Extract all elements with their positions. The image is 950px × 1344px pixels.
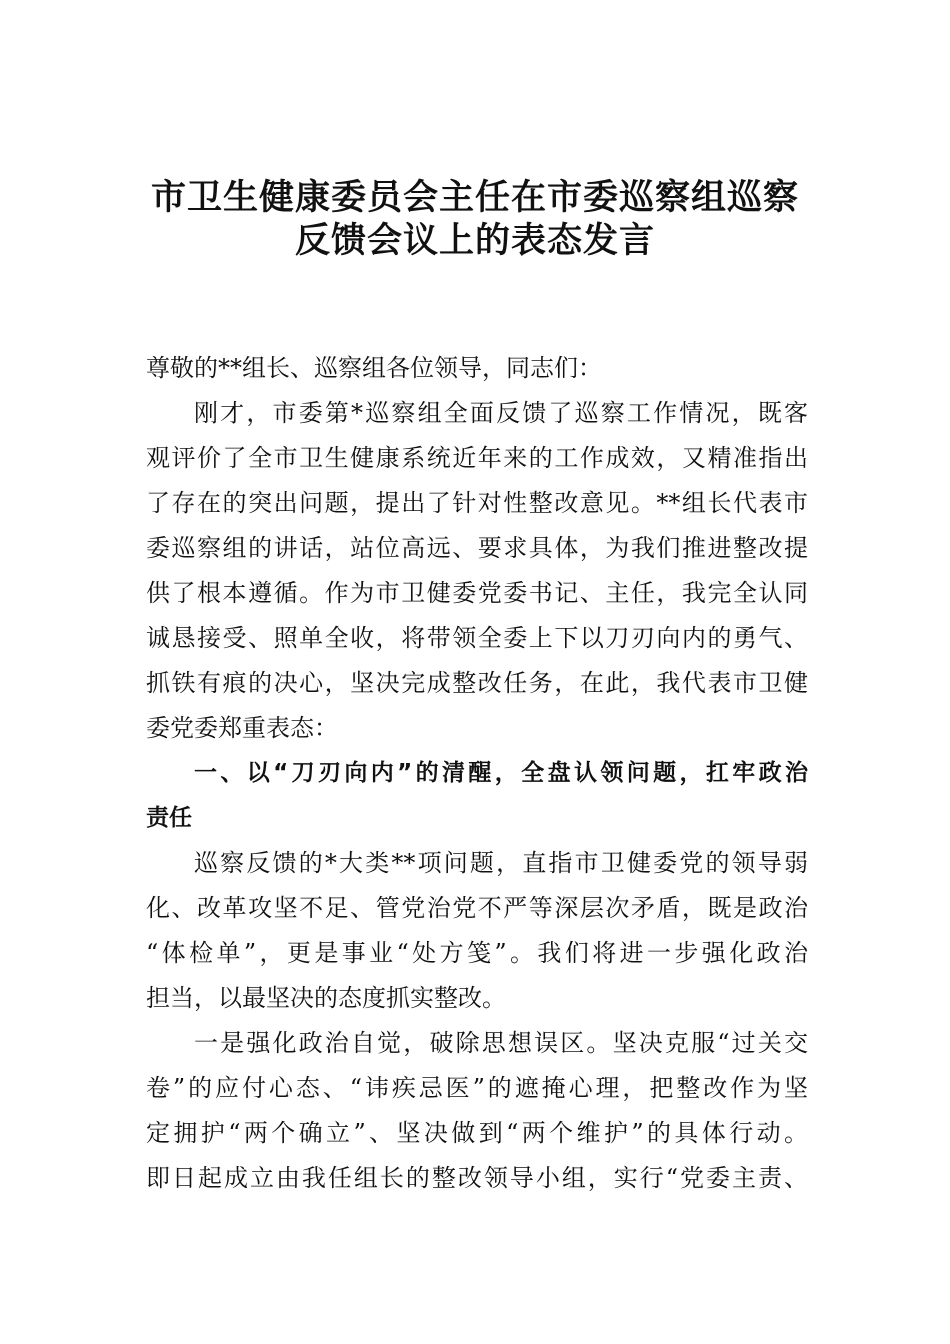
- body-line: 巡察反馈的*大类**项问题，直指市卫健委党的领导弱: [194, 849, 808, 877]
- body-line: 诚恳接受、照单全收，将带领全委上下以刀刃向内的勇气、: [146, 624, 808, 652]
- document-title-line-2: 反馈会议上的表态发言: [294, 220, 655, 261]
- body-line: 定拥护“两个确立”、坚决做到“两个维护”的具体行动。: [146, 1119, 808, 1147]
- body-line: 即日起成立由我任组长的整改领导小组，实行“党委主责、: [146, 1164, 808, 1192]
- body-line: 卷”的应付心态、“讳疾忌医”的遮掩心理，把整改作为坚: [146, 1074, 808, 1102]
- body-line: 一是强化政治自觉，破除思想误区。坚决克服“过关交: [194, 1029, 808, 1057]
- body-line: 供了根本遵循。作为市卫健委党委书记、主任，我完全认同: [146, 579, 808, 607]
- body-line: 委巡察组的讲话，站位高远、要求具体，为我们推进整改提: [146, 534, 808, 562]
- body-line: 了存在的突出问题，提出了针对性整改意见。**组长代表市: [146, 489, 808, 517]
- salutation: 尊敬的**组长、巡察组各位领导，同志们：: [146, 354, 602, 382]
- body-line: 担当，以最坚决的态度抓实整改。: [146, 984, 506, 1012]
- body-line: 化、改革攻坚不足、管党治党不严等深层次矛盾，既是政治: [146, 894, 808, 922]
- body-line: 委党委郑重表态：: [146, 714, 338, 742]
- body-line: 抓铁有痕的决心，坚决完成整改任务，在此，我代表市卫健: [146, 669, 808, 697]
- section-heading: 一、以“刀刃向内”的清醒，全盘认领问题，扛牢政治: [194, 760, 808, 786]
- document-title-line-1: 市卫生健康委员会主任在市委巡察组巡察: [150, 177, 799, 218]
- body-line: 刚才，市委第*巡察组全面反馈了巡察工作情况，既客: [194, 399, 808, 427]
- section-heading: 责任: [146, 805, 192, 831]
- body-line: 观评价了全市卫生健康系统近年来的工作成效，又精准指出: [146, 444, 808, 472]
- body-line: “体检单”，更是事业“处方笺”。我们将进一步强化政治: [146, 939, 808, 967]
